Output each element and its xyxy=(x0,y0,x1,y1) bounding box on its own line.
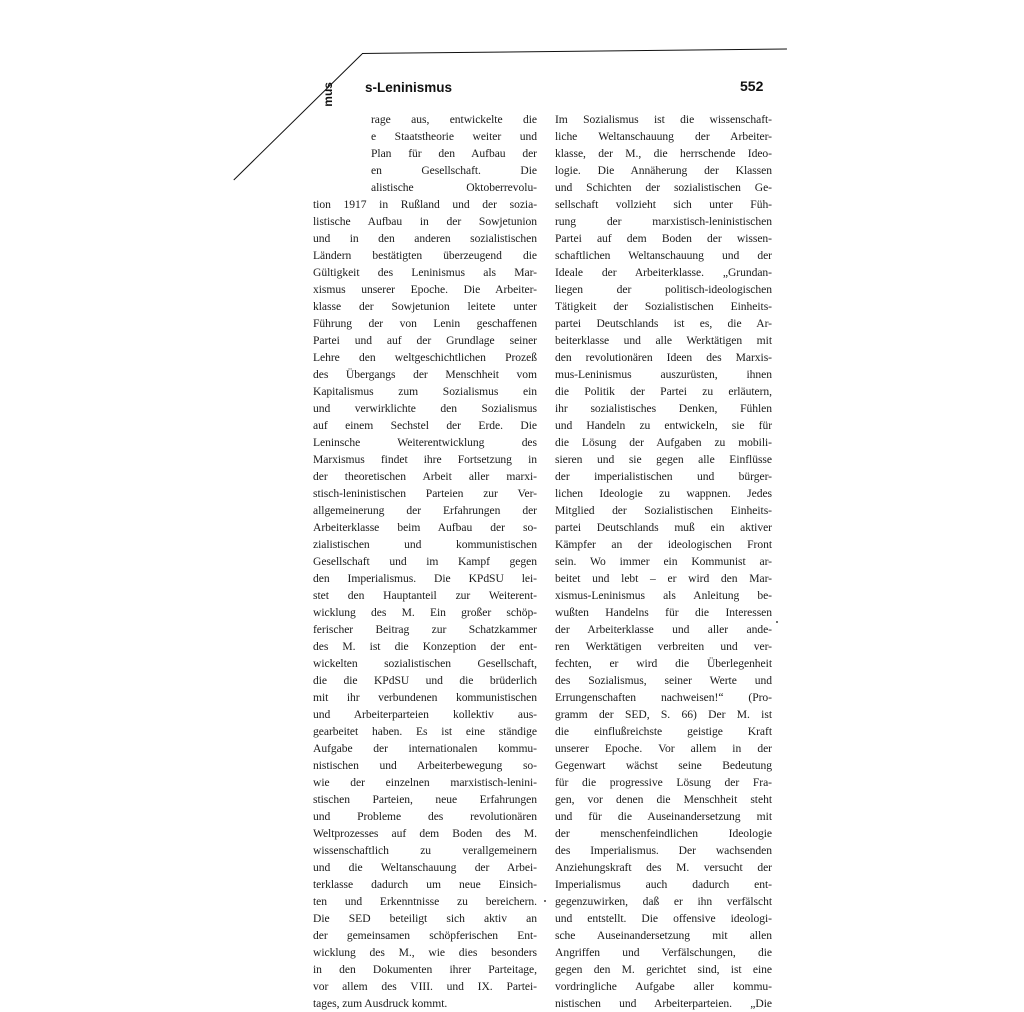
text-line: unserer Epoche. Vor allem in der xyxy=(555,742,772,755)
text-line: liche Weltanschauung der Arbeiter- xyxy=(555,130,772,143)
text-line: in den Dokumenten ihrer Parteitage, xyxy=(313,963,537,976)
text-line: und Handeln zu entwickeln, sie für xyxy=(555,419,772,432)
text-line: den Imperialismus. Die KPdSU lei- xyxy=(313,572,537,585)
text-line: lichen Ideologie zu wappnen. Jedes xyxy=(555,487,772,500)
text-line: und Probleme des revolutionären xyxy=(313,810,537,823)
text-line: der gemeinsamen schöpferischen Ent- xyxy=(313,929,537,942)
scan-speck xyxy=(544,900,546,902)
text-line: der theoretischen Arbeit aller marxi- xyxy=(313,470,537,483)
text-line: ferischer Beitrag zur Schatzkammer xyxy=(313,623,537,636)
text-line: Ideale der Arbeiterklasse. „Grundan- xyxy=(555,266,772,279)
text-line: des M. ist die Konzeption der ent- xyxy=(313,640,537,653)
text-line: fechten, er wird die Überlegenheit xyxy=(555,657,772,670)
text-column-right xyxy=(555,111,772,1012)
text-line: die Lösung der Aufgaben zu mobili- xyxy=(555,436,772,449)
text-line: schaftlichen Weltanschauung und der xyxy=(555,249,772,262)
text-line: und verwirklichte den Sozialismus xyxy=(313,402,537,415)
text-line: wissenschaftlich zu verallgemeinern xyxy=(313,844,537,857)
text-line: Angriffen und Verfälschungen, die xyxy=(555,946,772,959)
text-line: und für die Auseinandersetzung mit xyxy=(555,810,772,823)
text-line: klasse, der M., die herrschende Ideo- xyxy=(555,147,772,160)
text-line: Mitglied der Sozialistischen Einheits- xyxy=(555,504,772,517)
text-line: sche Auseinandersetzung mit allen xyxy=(555,929,772,942)
text-line: Die SED beteiligt sich aktiv an xyxy=(313,912,537,925)
text-line: en Gesellschaft. Die xyxy=(371,164,537,177)
text-line: ten und Erkenntnisse zu bereichern. xyxy=(313,895,537,908)
text-line: ren Werktätigen verbreiten und ver- xyxy=(555,640,772,653)
text-line: der Arbeiterklasse und aller ande- xyxy=(555,623,772,636)
text-line: Im Sozialismus ist die wissenschaft- xyxy=(555,113,772,126)
text-line: mit ihr verbundenen kommunistischen xyxy=(313,691,537,704)
text-line: für die progressive Lösung der Fra- xyxy=(555,776,772,789)
text-line: und die Weltanschauung der Arbei- xyxy=(313,861,537,874)
text-line: terklasse dadurch um neue Einsich- xyxy=(313,878,537,891)
text-line: vor allem des VIII. und IX. Partei- xyxy=(313,980,537,993)
text-line: Gültigkeit des Leninismus als Mar- xyxy=(313,266,537,279)
side-tab-label: mus xyxy=(321,82,335,107)
text-line: die die KPdSU und die brüderlich xyxy=(313,674,537,687)
text-line: Lehre den weltgeschichtlichen Prozeß xyxy=(313,351,537,364)
text-line: stisch-leninistischen Parteien zur Ver- xyxy=(313,487,537,500)
text-line: Tätigkeit der Sozialistischen Einheits- xyxy=(555,300,772,313)
scan-speck xyxy=(776,621,778,623)
text-line: beitet und lebt – er wird den Mar- xyxy=(555,572,772,585)
text-line: stischen Parteien, neue Erfahrungen xyxy=(313,793,537,806)
text-line: Marxismus findet ihre Fortsetzung in xyxy=(313,453,537,466)
text-line: Leninsche Weiterentwicklung des xyxy=(313,436,537,449)
text-column-left xyxy=(313,111,537,1012)
text-line: stet den Hauptanteil zur Weiterent- xyxy=(313,589,537,602)
text-line: Aufgabe der internationalen kommu- xyxy=(313,742,537,755)
text-line: gearbeitet haben. Es ist eine ständige xyxy=(313,725,537,738)
text-line: e Staatstheorie weiter und xyxy=(371,130,537,143)
text-line: wickelten sozialistischen Gesellschaft, xyxy=(313,657,537,670)
text-line: allgemeinerung der Erfahrungen der xyxy=(313,504,537,517)
text-line: Gegenwart wächst seine Bedeutung xyxy=(555,759,772,772)
text-line: des Übergangs der Menschheit vom xyxy=(313,368,537,381)
text-line: des Imperialismus. Der wachsenden xyxy=(555,844,772,857)
text-line: und entstellt. Die offensive ideologi- xyxy=(555,912,772,925)
text-line: partei Deutschlands muß ein aktiver xyxy=(555,521,772,534)
text-line: tion 1917 in Rußland und der sozia- xyxy=(313,198,537,211)
text-line: Imperialismus auch dadurch ent- xyxy=(555,878,772,891)
text-line: Partei und auf der Grundlage seiner xyxy=(313,334,537,347)
text-line: Weltprozesses auf dem Boden des M. xyxy=(313,827,537,840)
text-line: tages, zum Ausdruck kommt. xyxy=(313,997,448,1010)
text-line: Kapitalismus zum Sozialismus ein xyxy=(313,385,537,398)
text-line: sein. Wo immer ein Kommunist ar- xyxy=(555,555,772,568)
text-line: wicklung des M. Ein großer schöp- xyxy=(313,606,537,619)
text-line: alistische Oktoberrevolu- xyxy=(371,181,537,194)
text-line: wußten Handelns für die Interessen xyxy=(555,606,772,619)
page-number: 552 xyxy=(740,78,764,94)
text-line: wie der einzelnen marxistisch-lenini- xyxy=(313,776,537,789)
text-line: ihr sozialistisches Denken, Fühlen xyxy=(555,402,772,415)
text-line: Kämpfer an der ideologischen Front xyxy=(555,538,772,551)
text-line: wicklung des M., wie dies besonders xyxy=(313,946,537,959)
text-line: Arbeiterklasse beim Aufbau der so- xyxy=(313,521,537,534)
text-line: logie. Die Annäherung der Klassen xyxy=(555,164,772,177)
text-line: vordringliche Aufgabe aller kommu- xyxy=(555,980,772,993)
text-line: nistischen und Arbeiterbewegung so- xyxy=(313,759,537,772)
text-line: Partei auf dem Boden der wissen- xyxy=(555,232,772,245)
text-line: liegen der politisch-ideologischen xyxy=(555,283,772,296)
text-line: mus-Leninismus auszurüsten, ihnen xyxy=(555,368,772,381)
text-line: xismus-Leninismus als Anleitung be- xyxy=(555,589,772,602)
text-line: den revolutionären Ideen des Marxis- xyxy=(555,351,772,364)
text-line: der imperialistischen und bürger- xyxy=(555,470,772,483)
text-line: Ländern bestätigten überzeugend die xyxy=(313,249,537,262)
text-line: der menschenfeindlichen Ideologie xyxy=(555,827,772,840)
text-line: Plan für den Aufbau der xyxy=(371,147,537,160)
text-line: die einflußreichste geistige Kraft xyxy=(555,725,772,738)
text-line: gegenzuwirken, daß er ihn verfälscht xyxy=(555,895,772,908)
text-line: nistischen und Arbeiterparteien. „Die xyxy=(555,997,772,1010)
text-line: Führung der von Lenin geschaffenen xyxy=(313,317,537,330)
text-line: Anziehungskraft des M. versucht der xyxy=(555,861,772,874)
text-line: gen, vor denen die Menschheit steht xyxy=(555,793,772,806)
text-line: zialistischen und kommunistischen xyxy=(313,538,537,551)
running-header-title: s-Leninismus xyxy=(365,80,453,95)
text-line: Errungenschaften nachweisen!“ (Pro- xyxy=(555,691,772,704)
text-line: des Sozialismus, seiner Werte und xyxy=(555,674,772,687)
text-line: Gesellschaft und im Kampf gegen xyxy=(313,555,537,568)
text-line: und Arbeiterparteien kollektiv aus- xyxy=(313,708,537,721)
text-line: sieren und sie gegen alle Einflüsse xyxy=(555,453,772,466)
text-line: beiterklasse und alle Werktätigen mit xyxy=(555,334,772,347)
text-line: listische Aufbau in der Sowjetunion xyxy=(313,215,537,228)
text-line: rung der marxistisch-leninistischen xyxy=(555,215,772,228)
text-line: und in den anderen sozialistischen xyxy=(313,232,537,245)
text-line: klasse der Sowjetunion leitete unter xyxy=(313,300,537,313)
text-line: rage aus, entwickelte die xyxy=(371,113,537,126)
page-fold-edge-top xyxy=(362,49,787,55)
text-line: auf einem Sechstel der Erde. Die xyxy=(313,419,537,432)
text-line: die Politik der Partei zu erläutern, xyxy=(555,385,772,398)
text-line: sellschaft vollzieht sich unter Füh- xyxy=(555,198,772,211)
text-line: xismus unserer Epoche. Die Arbeiter- xyxy=(313,283,537,296)
text-line: gramm der SED, S. 66) Der M. ist xyxy=(555,708,772,721)
text-line: und Schichten der sozialistischen Ge- xyxy=(555,181,772,194)
text-line: partei Deutschlands ist es, die Ar- xyxy=(555,317,772,330)
text-line: gegen den M. gerichtet sind, ist eine xyxy=(555,963,772,976)
